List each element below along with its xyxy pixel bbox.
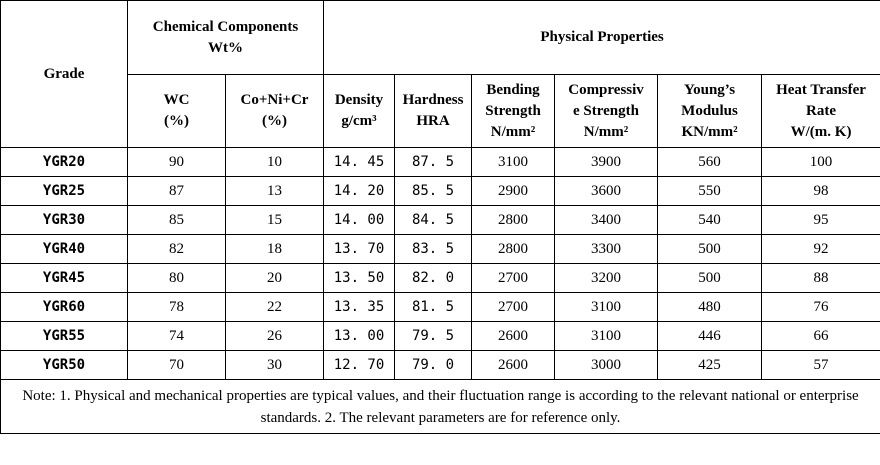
density-cell: 12. 70 — [324, 351, 395, 380]
wc-cell: 90 — [128, 148, 226, 177]
coni-cell: 13 — [226, 177, 324, 206]
bending-strength-header — [472, 75, 555, 148]
youngs-cell: 550 — [658, 177, 762, 206]
bending-cell: 2600 — [472, 351, 555, 380]
youngs-modulus-header — [658, 75, 762, 148]
co-ni-cr-header — [226, 75, 324, 148]
wc-header-line: WC — [163, 92, 190, 108]
heat-cell: 92 — [762, 235, 880, 264]
grade-cell: YGR55 — [1, 322, 128, 351]
youngs-cell: 446 — [658, 322, 762, 351]
youngs-header-line: Young’s — [683, 81, 736, 98]
density-cell: 13. 35 — [324, 293, 395, 322]
table-row — [1, 206, 880, 235]
density-header — [324, 75, 395, 148]
density-cell: 14. 45 — [324, 148, 395, 177]
youngs-cell: 480 — [658, 293, 762, 322]
coni-cell: 26 — [226, 322, 324, 351]
compressive-header-line: N/mm² — [583, 123, 629, 140]
wc-header-line: (%) — [164, 113, 189, 129]
bending-cell: 2900 — [472, 177, 555, 206]
heat-cell: 100 — [762, 148, 880, 177]
wc-cell: 87 — [128, 177, 226, 206]
youngs-header-line: Modulus — [681, 102, 738, 119]
grade-cell: YGR25 — [1, 177, 128, 206]
wc-cell: 78 — [128, 293, 226, 322]
wc-cell: 80 — [128, 264, 226, 293]
bending-cell: 2600 — [472, 322, 555, 351]
compressive-strength-header — [555, 75, 658, 148]
bending-cell: 2700 — [472, 293, 555, 322]
chemical-components-header — [128, 1, 324, 75]
heat-transfer-header — [762, 75, 880, 148]
coni-header-line: Co+Ni+Cr — [240, 92, 309, 108]
coni-cell: 15 — [226, 206, 324, 235]
chemical-header-line: Wt% — [208, 39, 243, 56]
youngs-header-line: KN/mm² — [681, 123, 738, 140]
density-cell: 14. 20 — [324, 177, 395, 206]
hardness-header-line: HRA — [416, 113, 450, 129]
hardness-cell: 79. 0 — [395, 351, 472, 380]
density-header-line: Density — [334, 92, 384, 108]
density-cell: 13. 50 — [324, 264, 395, 293]
compressive-cell: 3100 — [555, 322, 658, 351]
bending-cell: 2700 — [472, 264, 555, 293]
heat-cell: 95 — [762, 206, 880, 235]
youngs-cell: 540 — [658, 206, 762, 235]
hardness-header-line: Hardness — [402, 92, 464, 108]
grade-cell: YGR50 — [1, 351, 128, 380]
grade-cell: YGR45 — [1, 264, 128, 293]
wc-cell: 85 — [128, 206, 226, 235]
density-header-line: g/cm³ — [341, 113, 377, 129]
youngs-cell: 560 — [658, 148, 762, 177]
table-row — [1, 351, 880, 380]
bending-header-line: Strength — [485, 102, 541, 119]
coni-cell: 18 — [226, 235, 324, 264]
heat-cell: 98 — [762, 177, 880, 206]
compressive-cell: 3900 — [555, 148, 658, 177]
footnote: Note: 1. Physical and mechanical properties are typical values, and their fluctuation range is according to the relevant national or enterprise standards. 2. The relevant parameters are for reference only. — [1, 380, 880, 434]
chemical-header-line: Chemical Components — [152, 18, 299, 35]
youngs-cell: 425 — [658, 351, 762, 380]
compressive-header-line: e Strength — [573, 102, 639, 119]
grade-cell: YGR40 — [1, 235, 128, 264]
grade-cell: YGR60 — [1, 293, 128, 322]
compressive-cell: 3300 — [555, 235, 658, 264]
heat-cell: 66 — [762, 322, 880, 351]
wc-header — [128, 75, 226, 148]
hardness-cell: 85. 5 — [395, 177, 472, 206]
table-row — [1, 235, 880, 264]
bending-cell: 3100 — [472, 148, 555, 177]
coni-cell: 20 — [226, 264, 324, 293]
heat-cell: 76 — [762, 293, 880, 322]
heat-header-line: Rate — [806, 102, 837, 119]
table-row — [1, 177, 880, 206]
hardness-cell: 82. 0 — [395, 264, 472, 293]
compressive-cell: 3000 — [555, 351, 658, 380]
compressive-header-line: Compressiv — [568, 81, 644, 98]
bending-cell: 2800 — [472, 235, 555, 264]
density-cell: 13. 70 — [324, 235, 395, 264]
heat-header-line: Heat Transfer — [776, 81, 866, 98]
hardness-cell: 83. 5 — [395, 235, 472, 264]
heat-cell: 88 — [762, 264, 880, 293]
heat-header-line: W/(m. K) — [790, 123, 852, 140]
hardness-cell: 79. 5 — [395, 322, 472, 351]
hardness-header — [395, 75, 472, 148]
coni-cell: 30 — [226, 351, 324, 380]
bending-header-line: N/mm² — [490, 123, 536, 140]
table-row — [1, 148, 880, 177]
table-row — [1, 322, 880, 351]
compressive-cell: 3100 — [555, 293, 658, 322]
compressive-cell: 3600 — [555, 177, 658, 206]
compressive-cell: 3400 — [555, 206, 658, 235]
bending-header-line: Bending — [486, 81, 540, 98]
wc-cell: 70 — [128, 351, 226, 380]
compressive-cell: 3200 — [555, 264, 658, 293]
hardness-cell: 87. 5 — [395, 148, 472, 177]
grade-cell: YGR30 — [1, 206, 128, 235]
wc-cell: 74 — [128, 322, 226, 351]
grade-cell: YGR20 — [1, 148, 128, 177]
table-row — [1, 264, 880, 293]
coni-cell: 10 — [226, 148, 324, 177]
heat-cell: 57 — [762, 351, 880, 380]
wc-cell: 82 — [128, 235, 226, 264]
grade-header: Grade — [1, 1, 128, 148]
bending-cell: 2800 — [472, 206, 555, 235]
coni-cell: 22 — [226, 293, 324, 322]
coni-header-line: (%) — [262, 113, 287, 129]
hardness-cell: 84. 5 — [395, 206, 472, 235]
table-row — [1, 293, 880, 322]
hardness-cell: 81. 5 — [395, 293, 472, 322]
density-cell: 14. 00 — [324, 206, 395, 235]
physical-properties-header: Physical Properties — [324, 1, 880, 75]
youngs-cell: 500 — [658, 235, 762, 264]
density-cell: 13. 00 — [324, 322, 395, 351]
youngs-cell: 500 — [658, 264, 762, 293]
